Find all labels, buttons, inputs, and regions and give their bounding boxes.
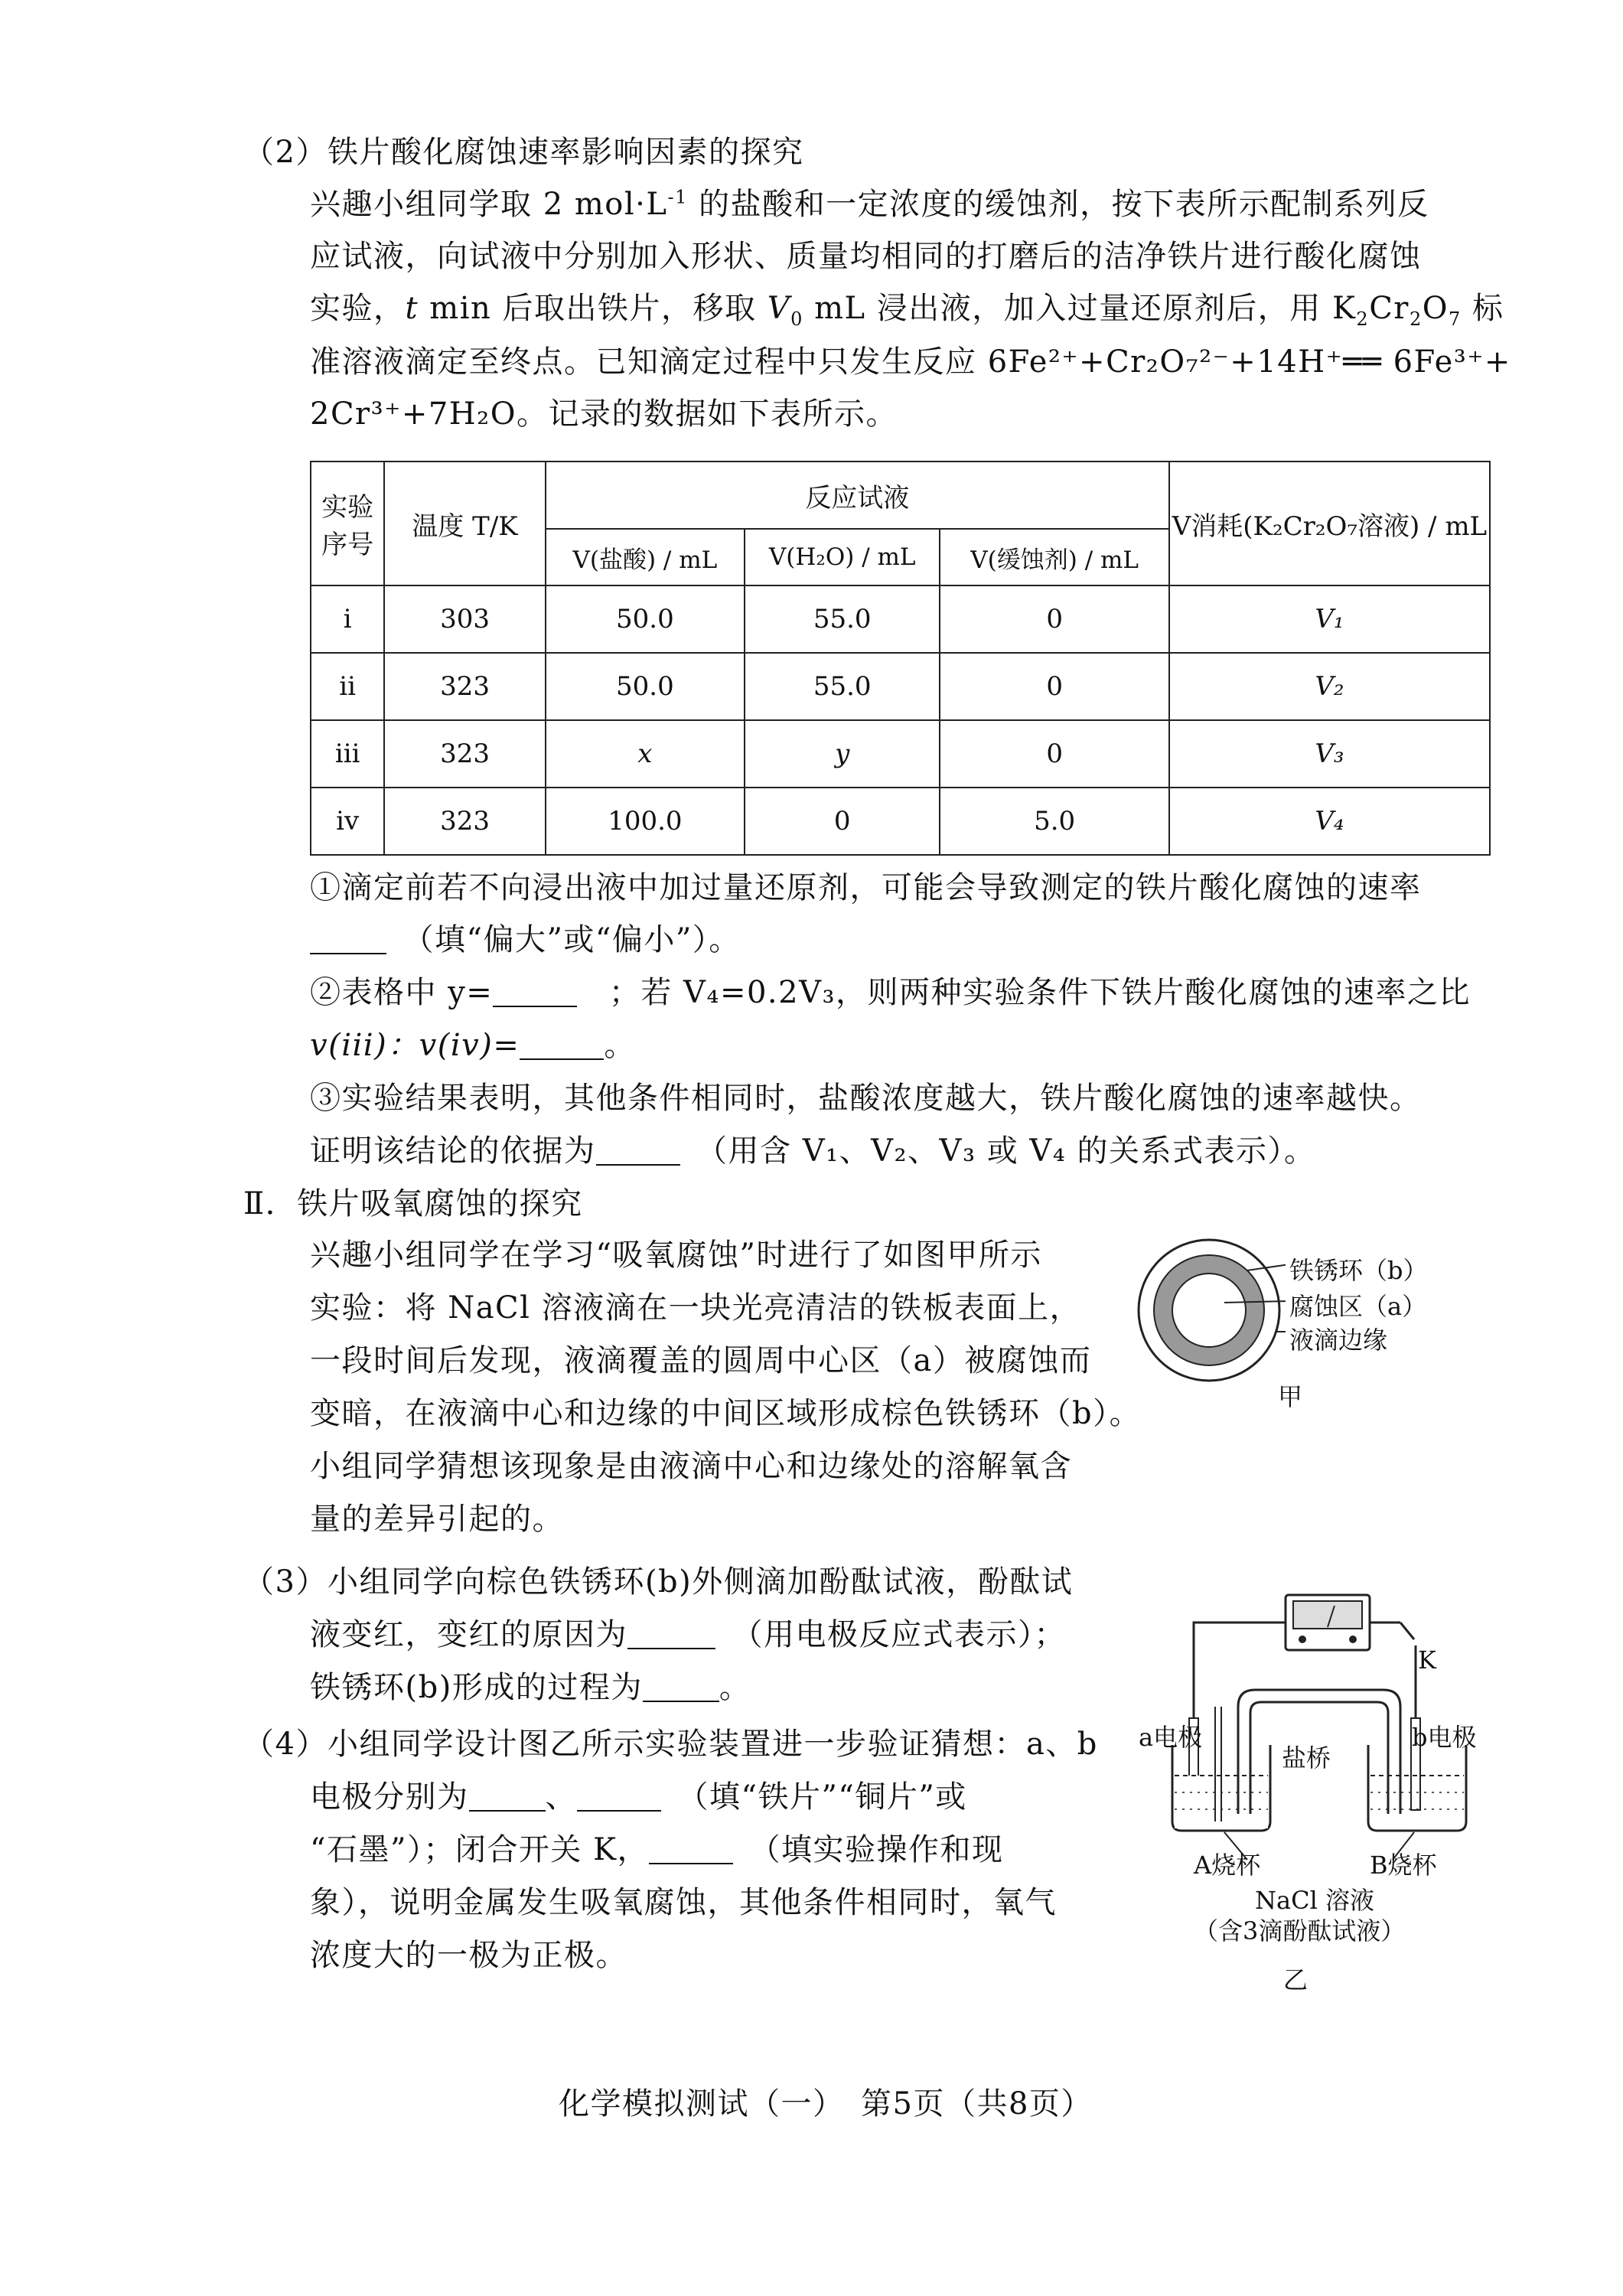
- header-water: V(H₂O) / mL: [745, 529, 940, 585]
- table-row: [311, 720, 1490, 788]
- cell-temp: 323: [384, 788, 545, 855]
- cell-inhibitor: 0: [940, 720, 1168, 788]
- table-row: [311, 788, 1490, 855]
- cell-hcl: x: [546, 720, 745, 788]
- answer-blank[interactable]: [310, 925, 386, 954]
- cell-inhibitor: 0: [940, 585, 1168, 653]
- fig-yi-beaker-a: A烧杯: [1194, 1851, 1261, 1880]
- table-row: [311, 585, 1490, 653]
- cell-id: ii: [311, 653, 384, 720]
- paragraph-line: 实验，t min 后取出铁片，移取 $V_0$ mL 浸出液，加入过量还原剂后，用 $K_2Cr_2O_7$ 标: [310, 291, 1504, 330]
- fig-yi-switch-k[interactable]: K: [1418, 1645, 1436, 1675]
- fig-jia-caption: 甲: [1278, 1382, 1303, 1411]
- figure-jia: [1133, 1234, 1286, 1387]
- cell-temp: 303: [384, 585, 545, 653]
- answer-blank[interactable]: [493, 978, 577, 1007]
- fig-yi-electrode-b: b电极: [1412, 1723, 1477, 1752]
- cell-temp: 323: [384, 653, 545, 720]
- answer-blank[interactable]: [469, 1782, 546, 1812]
- header-exp-number: 实验序号: [311, 461, 384, 585]
- answer-blank[interactable]: [643, 1673, 719, 1702]
- cell-inhibitor: 5.0: [940, 788, 1168, 855]
- galvanometer-icon: [1286, 1595, 1370, 1650]
- cell-volume: V₃: [1169, 720, 1490, 788]
- fig-yi-solution: NaCl 溶液: [1255, 1886, 1374, 1915]
- cell-temp: 323: [384, 720, 545, 788]
- fig-yi-caption: 乙: [1283, 1965, 1309, 1994]
- header-reaction-solution: 反应试液: [546, 461, 1169, 529]
- question-line: ②表格中 y= ；若 V₄=0.2V₃，则两种实验条件下铁片酸化腐蚀的速率之比: [310, 975, 1471, 1010]
- paragraph-line: 2Cr³⁺+7H₂O。记录的数据如下表所示。: [310, 396, 898, 432]
- cell-volume: V₄: [1169, 788, 1490, 855]
- header-temperature: 温度 T/K: [384, 461, 545, 585]
- page-footer: 化学模拟测试（一） 第5页（共8页）: [559, 2086, 1093, 2122]
- cell-h2o: y: [745, 720, 940, 788]
- paragraph-line: 兴趣小组同学在学习“吸氧腐蚀”时进行了如图甲所示: [310, 1238, 1042, 1273]
- section-heading: Ⅱ．铁片吸氧腐蚀的探究: [243, 1186, 583, 1221]
- cell-id: i: [311, 585, 384, 653]
- paragraph-line: 变暗，在液滴中心和边缘的中间区域形成棕色铁锈环（b）。: [310, 1396, 1142, 1431]
- header-inhibitor: V(缓蚀剂) / mL: [940, 529, 1168, 585]
- answer-blank[interactable]: [577, 1782, 661, 1812]
- question-line: （3）小组同学向棕色铁锈环(b)外侧滴加酚酞试液，酚酞试: [243, 1564, 1074, 1600]
- question-line: （4）小组同学设计图乙所示实验装置进一步验证猜想：a、b: [243, 1727, 1098, 1762]
- answer-blank[interactable]: [596, 1137, 680, 1166]
- paragraph-line: 实验：将 NaCl 溶液滴在一块光亮清洁的铁板表面上，: [310, 1290, 1082, 1326]
- question-line: v(iii)：v(iv)= 。: [310, 1028, 636, 1063]
- cell-h2o: 0: [745, 788, 940, 855]
- cell-volume: V₂: [1169, 653, 1490, 720]
- question-line: 液变红，变红的原因为 （用电极反应式表示）；: [310, 1617, 1066, 1652]
- question-line: 浓度大的一极为正极。: [310, 1938, 627, 1973]
- fig-yi-salt-bridge: 盐桥: [1282, 1743, 1331, 1773]
- question-line: ③实验结果表明，其他条件相同时，盐酸浓度越大，铁片酸化腐蚀的速率越快。: [310, 1081, 1422, 1116]
- question-line: “石墨”）；闭合开关 K， （填实验操作和现: [310, 1832, 1004, 1867]
- paragraph-line: 一段时间后发现，液滴覆盖的圆周中心区（a）被腐蚀而: [310, 1343, 1092, 1378]
- question-line: 象），说明金属发生吸氧腐蚀，其他条件相同时，氧气: [310, 1885, 1057, 1920]
- cell-id: iv: [311, 788, 384, 855]
- fig-jia-label-droplet-edge: 液滴边缘: [1289, 1326, 1388, 1355]
- fig-jia-label-rust-ring: 铁锈环（b）: [1289, 1256, 1428, 1285]
- fig-yi-electrode-a: a电极: [1139, 1723, 1203, 1752]
- question-line: ①滴定前若不向浸出液中加过量还原剂，可能会导致测定的铁片酸化腐蚀的速率: [310, 870, 1422, 905]
- paragraph-line: 量的差异引起的。: [310, 1502, 564, 1537]
- paragraph-line: 应试液，向试液中分别加入形状、质量均相同的打磨后的洁净铁片进行酸化腐蚀: [310, 239, 1422, 274]
- data-table: [310, 461, 1491, 856]
- cell-hcl: 100.0: [546, 788, 745, 855]
- question-line: 电极分别为 、 （填“铁片”“铜片”或: [310, 1779, 967, 1815]
- header-consumed-volume: V消耗(K₂Cr₂O₇溶液) / mL: [1169, 461, 1490, 585]
- cell-hcl: 50.0: [546, 585, 745, 653]
- answer-blank[interactable]: [627, 1620, 715, 1649]
- paragraph-line: 小组同学猜想该现象是由液滴中心和边缘处的溶解氧含: [310, 1449, 1072, 1484]
- section-heading: （2）铁片酸化腐蚀速率影响因素的探究: [243, 135, 804, 170]
- question-line: 证明该结论的依据为 （用含 V₁、V₂、V₃ 或 V₄ 的关系式表示）。: [310, 1133, 1316, 1169]
- question-line: （填“偏大”或“偏小”）。: [310, 919, 741, 960]
- header-hcl: V(盐酸) / mL: [546, 529, 745, 585]
- cell-hcl: 50.0: [546, 653, 745, 720]
- question-line: 铁锈环(b)形成的过程为 。: [310, 1670, 751, 1705]
- cell-volume: V₁: [1169, 585, 1490, 653]
- table-row: [311, 653, 1490, 720]
- fig-yi-beaker-b: B烧杯: [1370, 1851, 1437, 1880]
- cell-h2o: 55.0: [745, 585, 940, 653]
- fig-yi-solution-note: （含3滴酚酞试液）: [1194, 1916, 1406, 1945]
- cell-id: iii: [311, 720, 384, 788]
- paragraph-line: 准溶液滴定至终点。已知滴定过程中只发生反应 6Fe²⁺+Cr₂O₇²⁻+14H⁺══ 6Fe³⁺+: [310, 344, 1511, 380]
- paragraph-line: 兴趣小组同学取 2 $mol\cdot L^{-1}$ 的盐酸和一定浓度的缓蚀剂，按下表所示配制系列反: [310, 186, 1429, 222]
- answer-blank[interactable]: [520, 1031, 604, 1060]
- fig-jia-label-corrosion-zone: 腐蚀区（a）: [1289, 1292, 1427, 1321]
- answer-blank[interactable]: [649, 1835, 733, 1864]
- cell-inhibitor: 0: [940, 653, 1168, 720]
- cell-h2o: 55.0: [745, 653, 940, 720]
